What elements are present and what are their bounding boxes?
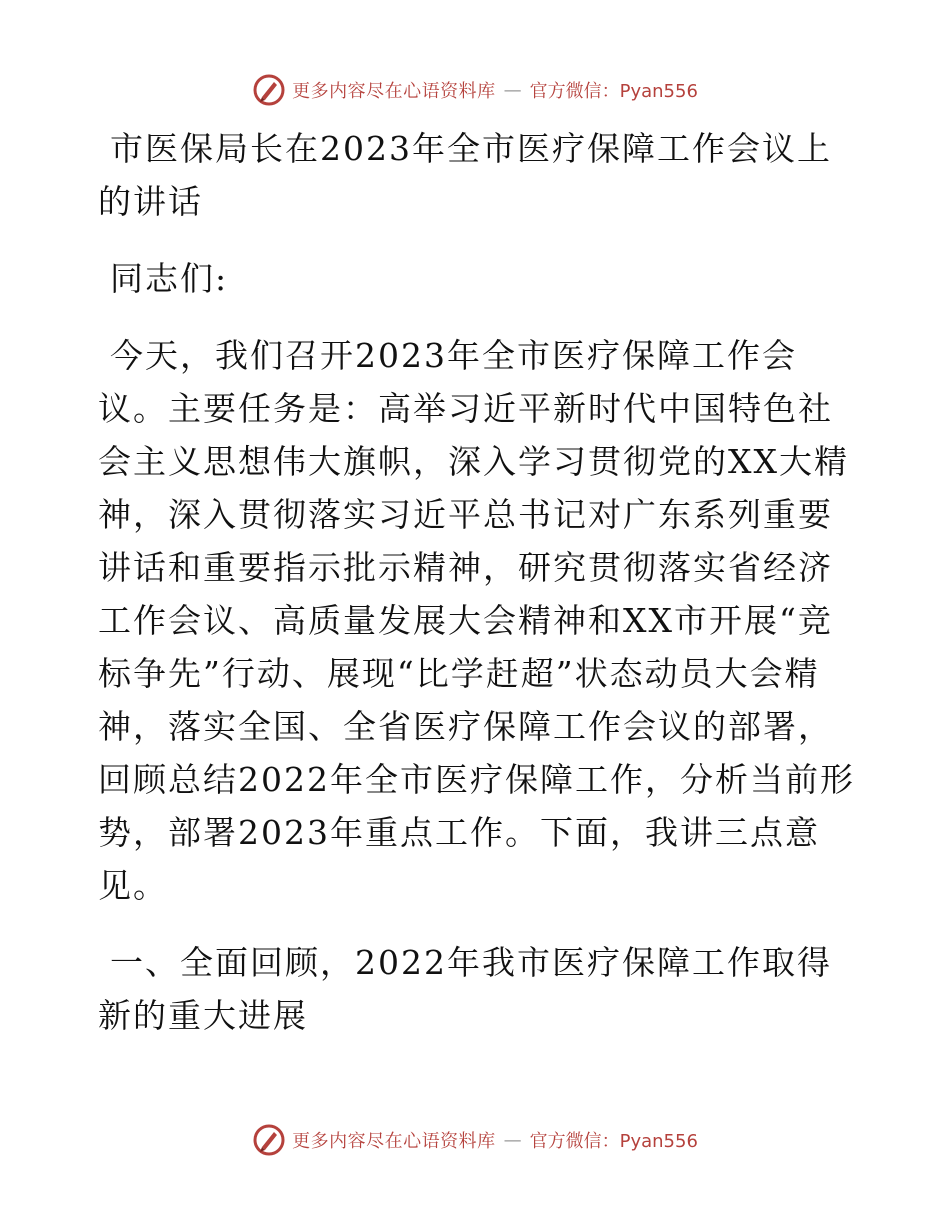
watermark-wechat-text: 官方微信：Pyan556 <box>529 81 698 102</box>
watermark-wechat-text: 官方微信：Pyan556 <box>529 1131 698 1152</box>
header-watermark <box>0 70 950 110</box>
watermark-separator: — <box>503 1129 522 1151</box>
document-body <box>98 122 858 1042</box>
salutation: 同志们: <box>110 259 229 298</box>
watermark-brand-text: 更多内容尽在心语资料库 <box>292 1131 496 1152</box>
paragraph: 今天，我们召开2023年全市医疗保障工作会议。主要任务是：高举习近平新时代中国特色社会主义思想伟大旗帜，深入学习贯彻党的XX大精神，深入贯彻落实习近平总书记对广东系列重要讲话和重要指示批示精神，研究贯彻落实省经济工作会议、高质量发展大会精神和XX市开展“竞标争先”行动、展现“比学赶超”状态动员大会精神，落实全国、全省医疗保障工作会议的部署，回顾总结2022年全市医疗保障工作，分析当前形势，部署2023年重点工作。下面，我讲三点意见。 <box>98 336 855 905</box>
footer-watermark <box>0 1120 950 1160</box>
document-title: 市医保局长在2023年全市医疗保障工作会议上的讲话 <box>98 129 832 221</box>
pen-logo-icon <box>252 1123 286 1157</box>
watermark-separator: — <box>503 79 522 101</box>
pen-logo-icon <box>252 73 286 107</box>
watermark-brand-text: 更多内容尽在心语资料库 <box>292 81 496 102</box>
section-heading: 一、全面回顾，2022年我市医疗保障工作取得新的重大进展 <box>98 943 832 1035</box>
